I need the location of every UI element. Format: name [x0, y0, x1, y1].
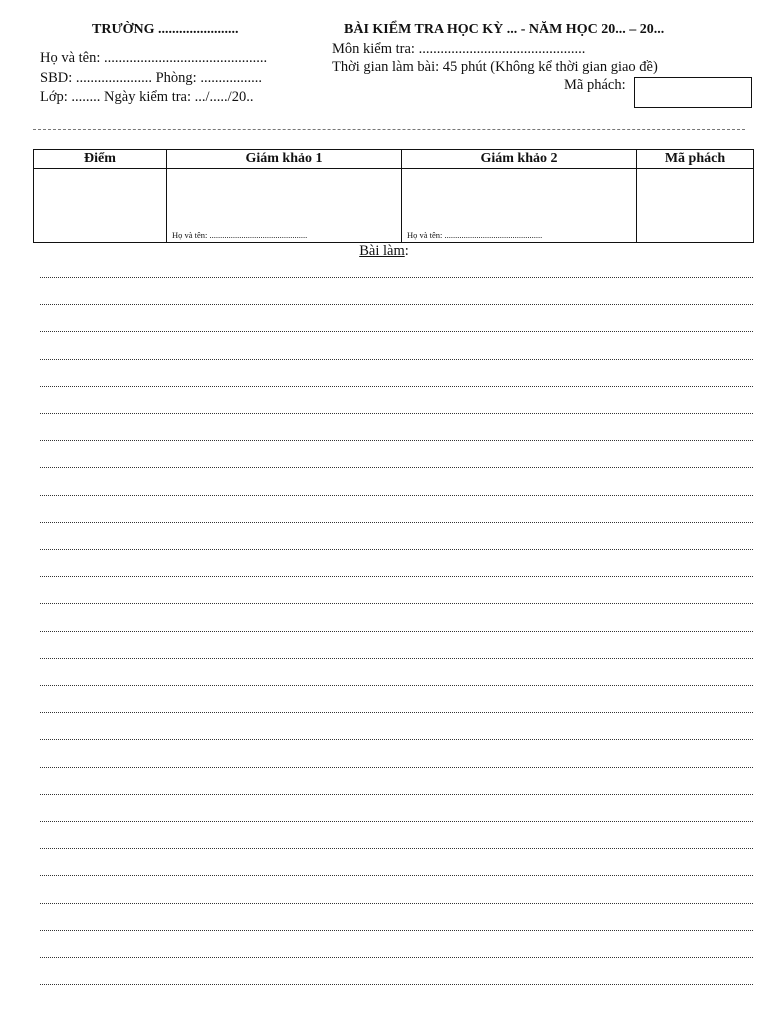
header-examiner-1: Giám khảo 1: [167, 150, 402, 169]
writing-line: [40, 658, 753, 659]
code-box: [634, 77, 752, 108]
subject-field: Môn kiểm tra: ..............................................: [332, 41, 586, 57]
work-title: Bài làm:: [359, 243, 409, 259]
writing-line: [40, 685, 753, 686]
class-date-field: Lớp: ........ Ngày kiểm tra: .../...../20..: [40, 89, 254, 105]
writing-line: [40, 712, 753, 713]
writing-line: [40, 903, 753, 904]
school-name: TRƯỜNG .......................: [92, 22, 239, 37]
header-examiner-2: Giám khảo 2: [402, 150, 637, 169]
writing-line: [40, 875, 753, 876]
writing-line: [40, 821, 753, 822]
grading-table: [33, 149, 754, 243]
examiner-1-signature-label: Họ và tên: ..............................................: [172, 230, 308, 240]
cut-line: [33, 129, 745, 130]
sbd-room-field: SBD: ..................... Phòng: .................: [40, 70, 262, 86]
writing-line: [40, 413, 753, 414]
writing-line: [40, 631, 753, 632]
writing-line: [40, 603, 753, 604]
writing-line: [40, 848, 753, 849]
examiner-2-cell: [402, 169, 637, 243]
writing-line: [40, 522, 753, 523]
writing-line: [40, 440, 753, 441]
writing-line: [40, 331, 753, 332]
writing-line: [40, 576, 753, 577]
writing-line: [40, 304, 753, 305]
header-code: Mã phách: [637, 150, 754, 169]
examiner-2-signature-label: Họ và tên: ..............................................: [407, 230, 543, 240]
writing-line: [40, 549, 753, 550]
writing-line: [40, 277, 753, 278]
writing-line: [40, 767, 753, 768]
writing-line: [40, 467, 753, 468]
grading-table-header-row: [34, 150, 754, 169]
grading-table-body-row: [34, 169, 754, 243]
code-label: Mã phách:: [564, 77, 626, 93]
examiner-1-cell: [167, 169, 402, 243]
header-score: Điểm: [34, 150, 167, 169]
student-name-field: Họ và tên: .............................................: [40, 50, 268, 66]
writing-line: [40, 739, 753, 740]
writing-line: [40, 386, 753, 387]
writing-line: [40, 794, 753, 795]
code-cell: [637, 169, 754, 243]
writing-line: [40, 984, 753, 985]
writing-line: [40, 495, 753, 496]
exam-title: BÀI KIỂM TRA HỌC KỲ ... - NĂM HỌC 20... – 20...: [344, 22, 665, 37]
writing-line: [40, 359, 753, 360]
writing-line: [40, 930, 753, 931]
writing-line: [40, 957, 753, 958]
work-title-text: Bài làm: [359, 243, 405, 259]
duration-field: Thời gian làm bài: 45 phút (Không kể thời gian giao đề): [332, 59, 658, 75]
score-cell: [34, 169, 167, 243]
